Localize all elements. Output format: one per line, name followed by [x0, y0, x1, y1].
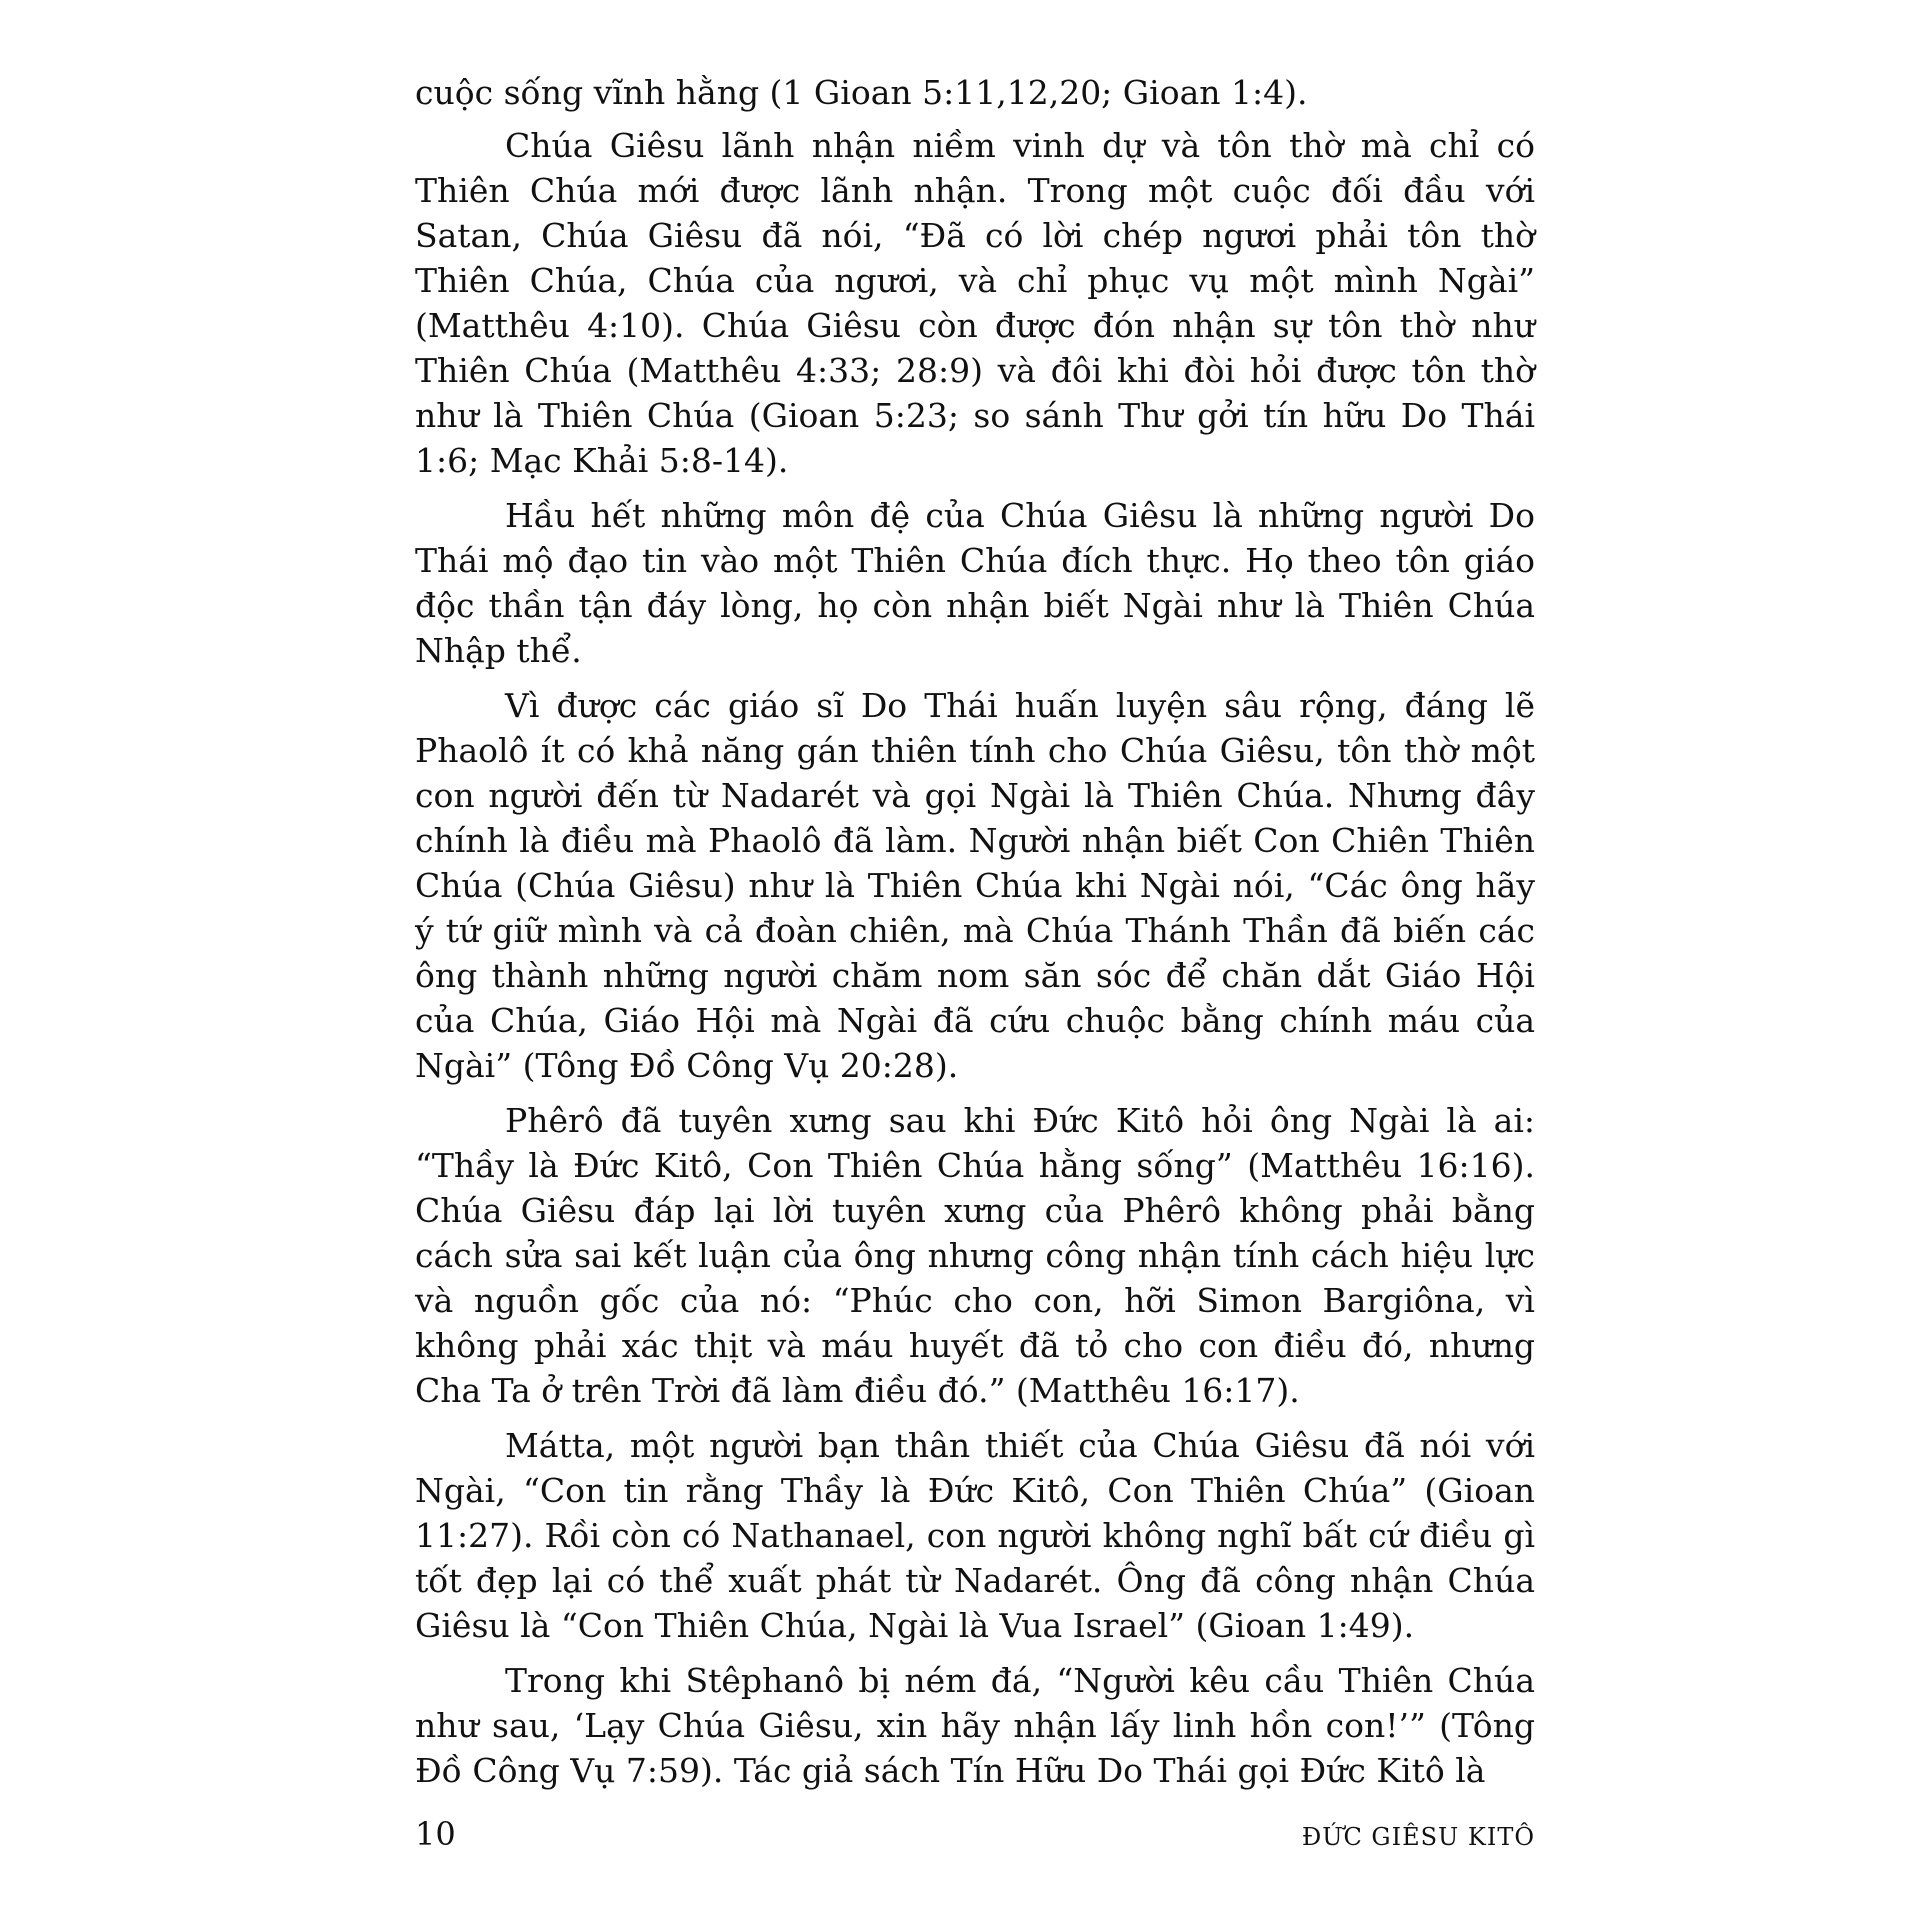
- paragraph-peter: Phêrô đã tuyên xưng sau khi Đức Kitô hỏi ông Ngài là ai: “Thầy là Đức Kitô, Con Thiên Chúa hằng sống” (Matthêu 16:16). Chúa Giêsu đáp lại lời tuyên xưng của Phêrô không phải bằng cách sửa sai kết luận của ông nhưng công nhận tính cách hiệu lực và nguồn gốc của nó: “Phúc cho con, hỡi Simon Bargiôna, vì không phải xác thịt và máu huyết đã tỏ cho con điều đó, nhưng Cha Ta ở trên Trời đã làm điều đó.” (Matthêu 16:17).: [415, 1101, 1535, 1410]
- paragraph-stephen: Trong khi Stêphanô bị ném đá, “Người kêu cầu Thiên Chúa như sau, ‘Lạy Chúa Giêsu, xin hãy nhận lấy linh hồn con!’” (Tông Đồ Công Vụ 7:59). Tác giả sách Tín Hữu Do Thái gọi Đức Kitô là: [415, 1661, 1535, 1790]
- running-title: ĐỨC GIÊSU KITÔ: [1301, 1823, 1535, 1851]
- continuation-line: cuộc sống vĩnh hằng (1 Gioan 5:11,12,20; Gioan 1:4).: [415, 73, 1308, 112]
- paragraph-worship: Chúa Giêsu lãnh nhận niềm vinh dự và tôn thờ mà chỉ có Thiên Chúa mới được lãnh nhận. Trong một cuộc đối đầu với Satan, Chúa Giêsu đã nói, “Đã có lời chép ngươi phải tôn thờ Thiên Chúa, Chúa của ngươi, và chỉ phục vụ một mình Ngài” (Matthêu 4:10). Chúa Giêsu còn được đón nhận sự tôn thờ như Thiên Chúa (Matthêu 4:33; 28:9) và đôi khi đòi hỏi được tôn thờ như là Thiên Chúa (Gioan 5:23; so sánh Thư gởi tín hữu Do Thái 1:6; Mạc Khải 5:8-14).: [415, 126, 1535, 480]
- paragraph-paul: Vì được các giáo sĩ Do Thái huấn luyện sâu rộng, đáng lẽ Phaolô ít có khả năng gán thiên tính cho Chúa Giêsu, tôn thờ một con người đến từ Nadarét và gọi Ngài là Thiên Chúa. Nhưng đây chính là điều mà Phaolô đã làm. Người nhận biết Con Chiên Thiên Chúa (Chúa Giêsu) như là Thiên Chúa khi Ngài nói, “Các ông hãy ý tứ giữ mình và cả đoàn chiên, mà Chúa Thánh Thần đã biến các ông thành những người chăm nom săn sóc để chăn dắt Giáo Hội của Chúa, Giáo Hội mà Ngài đã cứu chuộc bằng chính máu của Ngài” (Tông Đồ Công Vụ 20:28).: [415, 686, 1535, 1085]
- page-number: 10: [415, 1815, 456, 1853]
- paragraph-martha: Mátta, một người bạn thân thiết của Chúa Giêsu đã nói với Ngài, “Con tin rằng Thầy là Đức Kitô, Con Thiên Chúa” (Gioan 11:27). Rồi còn có Nathanael, con người không nghĩ bất cứ điều gì tốt đẹp lại có thể xuất phát từ Nadarét. Ông đã công nhận Chúa Giêsu là “Con Thiên Chúa, Ngài là Vua Israel” (Gioan 1:49).: [415, 1426, 1535, 1645]
- page-body: [415, 70, 1535, 1850]
- page-footer: [415, 1815, 1535, 1853]
- paragraph-disciples: Hầu hết những môn đệ của Chúa Giêsu là những người Do Thái mộ đạo tin vào một Thiên Chúa đích thực. Họ theo tôn giáo độc thần tận đáy lòng, họ còn nhận biết Ngài như là Thiên Chúa Nhập thể.: [415, 496, 1535, 670]
